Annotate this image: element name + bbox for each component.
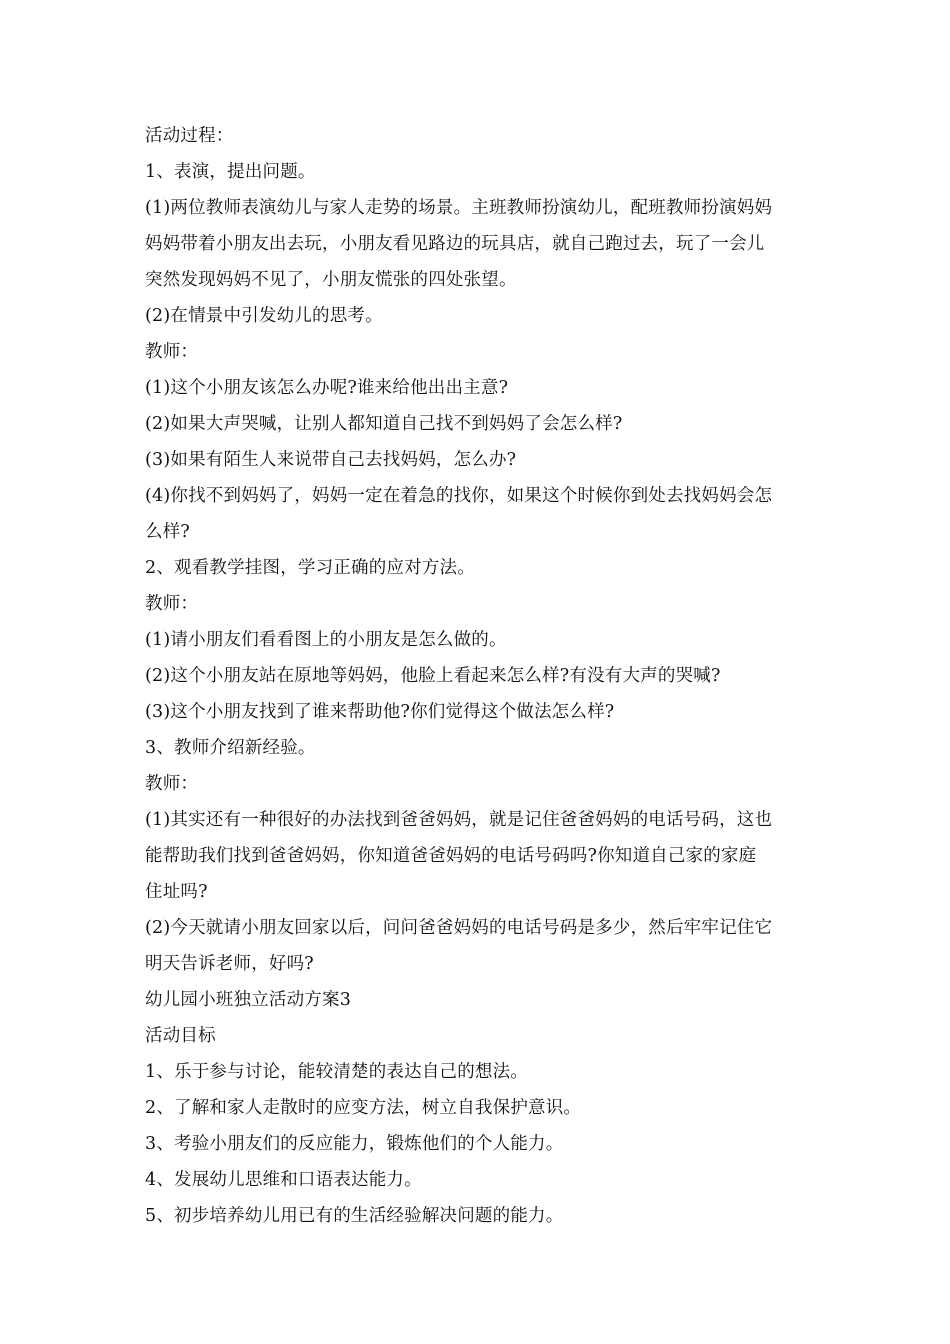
text-line: 2、观看教学挂图，学习正确的应对方法。	[145, 558, 475, 578]
text-line: 活动目标	[145, 1026, 216, 1046]
text-line: 教师：	[145, 594, 199, 614]
text-line: (2)如果大声哭喊，让别人都知道自己找不到妈妈了会怎么样?	[145, 414, 623, 434]
text-line: (4)你找不到妈妈了，妈妈一定在着急的找你，如果这个时候你到处去找妈妈会怎	[145, 486, 773, 506]
text-line: 明天告诉老师，好吗?	[145, 954, 314, 974]
text-line: 3、教师介绍新经验。	[145, 738, 316, 758]
text-line: 突然发现妈妈不见了，小朋友慌张的四处张望。	[145, 270, 517, 290]
section-heading: 幼儿园小班独立活动方案3	[145, 990, 352, 1010]
text-line: 1、乐于参与讨论，能较清楚的表达自己的想法。	[145, 1062, 529, 1082]
text-line: (3)如果有陌生人来说带自己去找妈妈，怎么办?	[145, 450, 517, 470]
text-line: 活动过程：	[145, 126, 234, 146]
text-line: 能帮助我们找到爸爸妈妈，你知道爸爸妈妈的电话号码吗?你知道自己家的家庭	[145, 846, 757, 866]
text-line: 2、了解和家人走散时的应变方法，树立自我保护意识。	[145, 1098, 582, 1118]
text-line: (1)这个小朋友该怎么办呢?谁来给他出出主意?	[145, 378, 509, 398]
text-line: 3、考验小朋友们的反应能力，锻炼他们的个人能力。	[145, 1134, 564, 1154]
text-line: 4、发展幼儿思维和口语表达能力。	[145, 1170, 422, 1190]
text-line: (2)今天就请小朋友回家以后，问问爸爸妈妈的电话号码是多少，然后牢牢记住它	[145, 918, 773, 938]
text-line: 妈妈带着小朋友出去玩，小朋友看见路边的玩具店，就自己跑过去，玩了一会儿	[145, 234, 765, 254]
document-body	[145, 118, 810, 1234]
text-line: (3)这个小朋友找到了谁来帮助他?你们觉得这个做法怎么样?	[145, 702, 615, 722]
text-line: (2)这个小朋友站在原地等妈妈，他脸上看起来怎么样?有没有大声的哭喊?	[145, 666, 721, 686]
text-line: 1、表演，提出问题。	[145, 162, 316, 182]
text-line: 教师：	[145, 342, 199, 362]
text-line: (1)请小朋友们看看图上的小朋友是怎么做的。	[145, 630, 507, 650]
text-line: 住址吗?	[145, 882, 208, 902]
text-line: (1)两位教师表演幼儿与家人走势的场景。主班教师扮演幼儿，配班教师扮演妈妈	[145, 198, 773, 218]
text-line: 5、初步培养幼儿用已有的生活经验解决问题的能力。	[145, 1206, 564, 1226]
text-line: 教师：	[145, 774, 199, 794]
text-line: (2)在情景中引发幼儿的思考。	[145, 306, 383, 326]
text-line: 么样?	[145, 522, 190, 542]
text-line: (1)其实还有一种很好的办法找到爸爸妈妈，就是记住爸爸妈妈的电话号码，这也	[145, 810, 773, 830]
